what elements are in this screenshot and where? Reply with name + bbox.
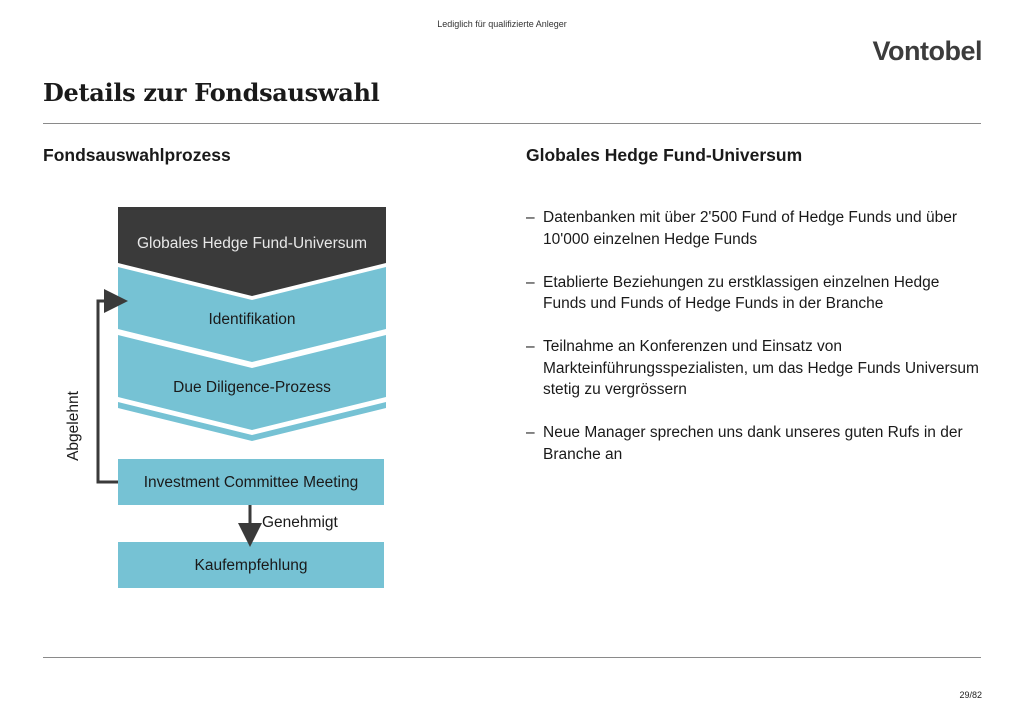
recommendation-label: Kaufempfehlung bbox=[194, 557, 308, 574]
list-item: – Teilnahme an Konferenzen und Einsatz von Markteinführungsspezialisten, um das Hedge Funds Universum stetig zu vergrössern bbox=[526, 338, 979, 398]
footer-divider bbox=[43, 657, 981, 658]
universe-bullet-list bbox=[526, 207, 986, 487]
right-section-heading: Globales Hedge Fund-Universum bbox=[526, 145, 803, 165]
due-diligence-label: Due Diligence-Prozess bbox=[173, 379, 331, 396]
selection-process-diagram: Globales Hedge Fund-Universum Identifikation Due Diligence-Prozess Investment Committee Meeting Genehmigt Kaufempfehlung Abgelehnt bbox=[60, 195, 400, 595]
title-divider bbox=[43, 123, 981, 124]
list-item: – Etablierte Beziehungen zu erstklassigen einzelnen Hedge Funds und Funds of Hedge Funds in der Branche bbox=[526, 273, 940, 312]
list-item: – Neue Manager sprechen uns dank unseres guten Rufs in der Branche an bbox=[526, 424, 963, 463]
identification-label: Identifikation bbox=[208, 311, 296, 328]
disclaimer-text: Lediglich für qualifizierte Anleger bbox=[437, 19, 567, 29]
left-section-heading: Fondsauswahlprozess bbox=[43, 145, 231, 165]
approved-label: Genehmigt bbox=[262, 514, 338, 531]
page-number: 29/82 bbox=[959, 690, 982, 700]
committee-label: Investment Committee Meeting bbox=[143, 474, 359, 491]
universe-label: Globales Hedge Fund-Universum bbox=[136, 235, 368, 252]
page-title: Details zur Fondsauswahl bbox=[43, 78, 380, 107]
vontobel-logo: Vontobel bbox=[872, 36, 982, 66]
list-item: – Datenbanken mit über 2'500 Fund of Hedge Funds und über 10'000 einzelnen Hedge Funds bbox=[526, 209, 957, 248]
rejected-loop-arrow bbox=[98, 301, 118, 482]
